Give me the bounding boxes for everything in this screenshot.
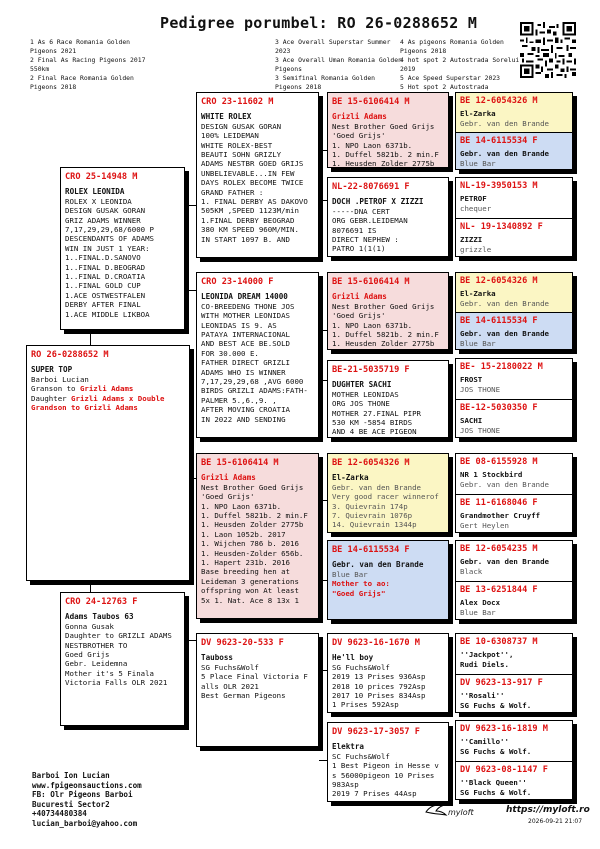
connector-line: [185, 205, 196, 206]
gen4-dam[interactable]: DV 9623-13-917 F ''Rosali'' SG Fuchs & Wolf.: [456, 674, 572, 713]
gen4-dam[interactable]: NL- 19-1340892 F ZIZZI grizzle: [456, 218, 572, 257]
gen4-sire[interactable]: BE 12-6054326 M El-Zarka Gebr. van den Brande: [456, 93, 572, 132]
dss-card[interactable]: [327, 453, 449, 533]
ring-number: CRO 25-14948 M: [65, 172, 138, 182]
pigeon-name: El-Zarka: [332, 473, 369, 483]
pigeon-note: Mother to ao: "Goed Grijs": [332, 579, 390, 598]
gen4-pair-6[interactable]: [455, 540, 573, 620]
sire-sire-card[interactable]: [196, 92, 319, 258]
gen4-pair-7[interactable]: [455, 633, 573, 713]
connector-line: [319, 580, 327, 581]
pigeon-name: Elektra: [332, 742, 365, 752]
print-date: 2026-09-21 21:07: [528, 818, 583, 825]
connector-line: [319, 330, 327, 331]
pigeon-name: WHITE ROLEX: [201, 112, 252, 122]
gen4-pair-1[interactable]: [455, 92, 573, 170]
ring-number: DV 9623-16-1670 M: [332, 638, 420, 648]
gen4-sire[interactable]: BE 08-6155928 M NR 1 Stockbird Gebr. van den Brande: [460, 457, 549, 489]
connector-line: [319, 380, 327, 381]
owner: Barboi Lucian: [31, 374, 89, 384]
subject-card[interactable]: [26, 345, 190, 581]
pigeon-name: Adams Taubos 63: [65, 612, 134, 622]
ddd-card[interactable]: [327, 722, 449, 802]
website-link[interactable]: https://myloft.ro: [506, 805, 590, 815]
connector-line: [185, 640, 196, 641]
gen4-pair-2[interactable]: [455, 177, 573, 257]
pigeon-details: SC Fuchs&Wolf 1 Best Pigeon in Hesse v s 56000pigeon 10 Prises 983Asp 2019 7 Prises 44Asp: [332, 751, 439, 799]
dsd-card[interactable]: [327, 540, 449, 620]
pigeon-details: Nest Brother Goed Grijs 'Goed Grijs' 1. NPO Laon 6371b. 1. Duffel 5821b. 2 min.F 1. Heusden Zolder 2775b: [332, 301, 439, 349]
connector-line: [319, 670, 327, 671]
ring-number: BE 15-6106414 M: [332, 97, 410, 107]
gen4-pair-5[interactable]: [455, 453, 573, 533]
subject-line-2: Daughter Grizli Adams x Double Grandson to Grizli Adams: [31, 393, 165, 413]
gen4-dam[interactable]: BE 11-6168046 F Grandmother Cruyff Gert Heylen: [456, 494, 572, 533]
gen4-dam[interactable]: BE-12-5030350 F SACHI JOS THONE: [456, 399, 572, 438]
pigeon-name: Tauboss: [201, 653, 234, 663]
gen4-sire[interactable]: DV 9623-16-1819 M ''Camillo'' SG Fuchs & Wolf.: [460, 724, 548, 756]
pigeon-name: Gebr. van den Brande: [332, 560, 424, 570]
pigeon-details: Gonna Gusak Daughter to GRIZLI ADAMS NESTBROTHER TO Goed Grijs Gebr. Leidemna Mother it's 5 Finala Victoria Falls OLR 2021: [65, 621, 172, 688]
ring-number: RO 26-0288652 M: [31, 350, 109, 360]
ring-number: BE 15-6106414 M: [332, 277, 410, 287]
ring-number: NL-22-8076691 F: [332, 182, 410, 192]
ring-number: CRO 23-14000 F: [201, 277, 274, 287]
gen4-pair-4[interactable]: [455, 358, 573, 438]
pigeon-details: -----DNA CERT ORG GEBR.LEIDEMAN 8076691 IS DIRECT NEPHEW : PATRO 1(1(1): [332, 206, 408, 254]
dam-sire-card[interactable]: [196, 453, 319, 619]
pigeon-logo-icon: [424, 802, 448, 818]
gen4-dam[interactable]: BE 14-6115534 F Gebr. van den Brande Blue Bar: [456, 132, 572, 170]
connector-line: [185, 290, 196, 291]
pigeon-details: SG Fuchs&Wolf 5 Place Final Victoria F alls OLR 2021 Best German Pigeons: [201, 662, 308, 701]
page-title: Pedigree porumbel: RO 26-0288652 M: [160, 14, 478, 32]
pigeon-name: Grizli Adams: [332, 112, 387, 122]
connector-line: [319, 760, 327, 761]
ring-number: BE 12-6054326 M: [332, 458, 410, 468]
pigeon-details: Blue Bar: [332, 569, 368, 579]
ring-number: CRO 24-12763 F: [65, 597, 138, 607]
gen4-dam[interactable]: DV 9623-08-1147 F ''Black Queen'' SG Fuchs & Wolf.: [456, 761, 572, 800]
dam-dam-card[interactable]: [196, 633, 319, 747]
pigeon-details: Gebr. van den Brande Very good racer winnerof 3. Quievrain 174p 7. Quievrain 1076p 14. Quievrain 1344p: [332, 482, 439, 530]
gen4-sire[interactable]: BE 12-6054235 M Gebr. van den Brande Black: [460, 544, 549, 576]
pigeon-details: MOTHER LEONIDAS ORG JOS THONE MOTHER 27.FINAL PIPR 530 KM -5854 BIRDS AND 4 BE ACE PIGEON: [332, 389, 421, 437]
pigeon-name: Grizli Adams: [332, 292, 387, 302]
pigeon-details: SG Fuchs&Wolf 2019 13 Prises 936Asp 2018 10 prices 792Asp 2017 10 Prises 834Asp 1 Prises 592Asp: [332, 662, 426, 710]
gen4-sire[interactable]: NL-19-3950153 M PETROF chequer: [460, 181, 538, 213]
sdd-card[interactable]: [327, 360, 449, 438]
ring-number: BE 15-6106414 M: [201, 458, 279, 468]
pigeon-details: Nest Brother Goed Grijs 'Goed Grijs' 1. NPO Laon 6371b. 1. Duffel 5821b. 2 min.F 1. Heusden Zolder 2775b: [332, 121, 439, 168]
brand-logo-text: myloft: [448, 808, 474, 817]
gen4-dam[interactable]: BE 13-6251844 F Alex Docx Blue Bar: [456, 581, 572, 620]
sire-card[interactable]: [60, 167, 185, 330]
achievements-col-1: 1 As 6 Race Romania Golden Pigeons 2021 2 Final As Racing Pigeons 2017 550km 2 Final Race Romania Golden Pigeons 2018: [30, 38, 146, 91]
dam-card[interactable]: [60, 592, 185, 726]
sds-card[interactable]: [327, 272, 449, 350]
subject-line-1: Granson to Grizli Adams: [31, 384, 134, 394]
pigeon-name: SUPER TOP: [31, 365, 73, 375]
gen4-sire[interactable]: BE- 15-2180022 M FROST JOS THONE: [460, 362, 543, 394]
pigeon-name: Grizli Adams: [201, 473, 256, 483]
pigeon-details: CO-BREEDENG THONE JOS WITH MOTHER LEONIDAS LEONIDAS IS 9. AS PATAYA INTERNACIONAL AND BEST ACE BE.SOLD FOR 30.000 E. FATHER DIRECT GRIZLI ADAMS WHO IS WINNER 7,17,29,29,68 ,AVG 6000 BIRDS GRIZLI ADAMS:FATH- PALMER 5.,6.,9. , AFTER MOVING CROATIA IN 2022 AND SENDING: [201, 301, 308, 424]
sss-card[interactable]: [327, 92, 449, 168]
pigeon-name: DUGHTER SACHI: [332, 380, 392, 390]
pigeon-name: ROLEX LEONIDA: [65, 187, 125, 197]
pigeon-details: DESIGN GUSAK GORAN 100% LEIDEMAN WHITE ROLEX-BEST BEAUTI SOHN GRIZLY ADAMS NESTBR GOED GRIJS UNBELIEVABLE...IN FEW DAYS ROLEX BECOME TWICE GRAND FATHER : 1. FINAL DERBY AS DAKOVO 505KM ,SPEED 1123M/min 1.FINAL DERBY BEOGRAD 380 KM SPEED 960M/MIN. IN START 1097 B. AND: [201, 121, 308, 244]
ring-number: CRO 23-11602 M: [201, 97, 274, 107]
ring-number: BE 14-6115534 F: [332, 545, 410, 555]
pigeon-details: ROLEX X LEONIDA DESIGN GUSAK GORAN GRIZ ADAMS WINNER 7,17,29,29,68/6000 P DESCENDANTS OF ADAMS WIN IN JUST 1 YEAR: 1..FINAL.D.SANOVO 1..FINAL D.BEOGRAD 1..FINAL D.CROATIA 1..FINAL GOLD CUP 1.ACE OSTWESTFALEN DERBY AFTER FINAL 1.ACE MIDDLE LIKBOA: [65, 196, 154, 319]
gen4-sire[interactable]: BE 12-6054326 M El-Zarka Gebr. van den Brande: [456, 273, 572, 312]
breeder-contact: Barboi Ion Lucian www.fpigeonsauctions.com FB: Olr Pigeons Barboi Bucuresti Sector2 +40734480384 lucian_barboi@yahoo.com: [32, 771, 142, 828]
sire-dam-card[interactable]: [196, 272, 319, 438]
pigeon-name: DOCH .PETROF X ZIZZI: [332, 197, 424, 207]
achievements-col-3: 4 As pigeons Romania Golden Pigeons 2018 4 hot spot 2 Autostrada Sorelui 2019 5 Ace Speed Superstar 2023 5 Hot spot 2 Autostrada: [400, 38, 520, 91]
gen4-pair-8[interactable]: [455, 720, 573, 800]
dds-card[interactable]: [327, 633, 449, 713]
gen4-pair-3[interactable]: [455, 272, 573, 350]
connector-line: [319, 500, 327, 501]
connector-line: [90, 330, 91, 346]
qr-code-icon: [520, 22, 576, 78]
ring-number: DV 9623-20-533 F: [201, 638, 284, 648]
ring-number: BE-21-5035719 F: [332, 365, 410, 375]
connector-line: [319, 150, 327, 151]
pigeon-name: He'll boy: [332, 653, 374, 663]
ring-number: DV 9623-17-3057 F: [332, 727, 420, 737]
achievements-col-2: 3 Ace Overall Superstar Summer 2023 3 Ace Overall Uman Romania Golden Pigeons 3 Semifinal Romania Golden Pigeons 2018: [275, 38, 402, 91]
pigeon-name: LEONIDA DREAM 14000: [201, 292, 288, 302]
gen4-sire[interactable]: BE 10-6308737 M ''Jackpot'', Rudi Diels.: [460, 637, 538, 669]
connector-line: [319, 200, 327, 201]
gen4-dam[interactable]: BE 14-6115534 F Gebr. van den Brande Blue Bar: [456, 312, 572, 350]
pigeon-details: Nest Brother Goed Grijs 'Goed Grijs' 1. NPO Laon 6371b. 1. Duffel 5821b. 2 min.F 1. Heusden Zolder 2775b 1. Laon 1052b. 2017 1. Wijchen 786 b. 2016 1. Heusden-Zolder 656b. 1. Hapert 231b. 2016 Base breeding hen at Leideman 3 generations offspring won At least 5x 1. Nat. Ace 8 13x 1: [201, 482, 308, 605]
ssd-card[interactable]: [327, 177, 449, 257]
